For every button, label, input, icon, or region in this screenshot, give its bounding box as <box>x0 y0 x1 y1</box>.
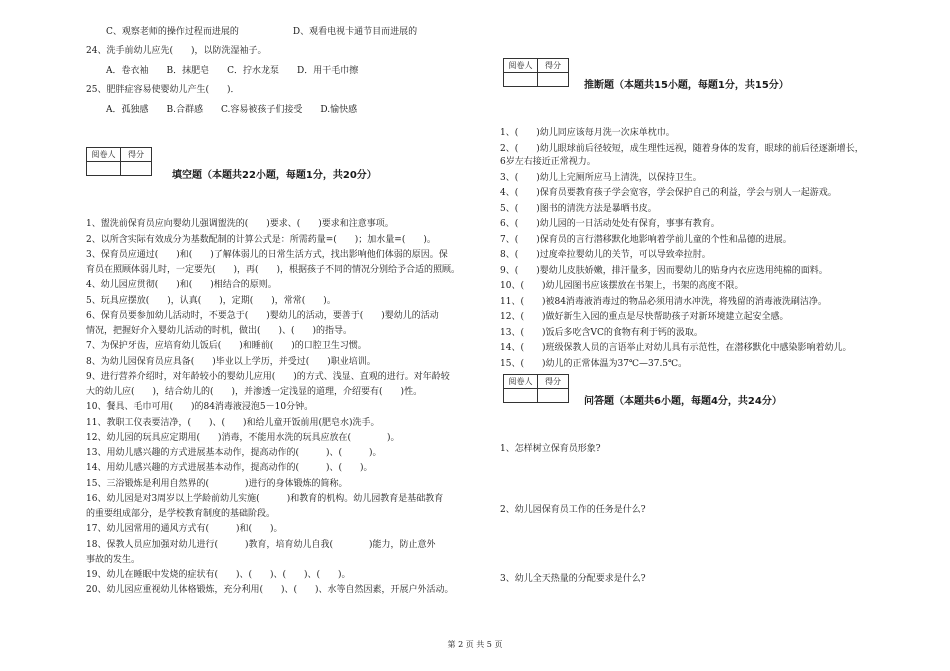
fill-line: 3、保育员应通过( )和( )了解体弱儿的日常生活方式，找出影响他们体弱的原因。保 <box>86 250 448 260</box>
fill-line: 9、进行营养介绍时，对年龄较小的婴幼儿应用( )的方式、浅显、直观的进行。对年龄较 <box>86 372 450 382</box>
score-label: 得分 <box>538 375 568 389</box>
mc-line: A．卷衣袖 B．抹肥皂 C．拧水龙泵 D．用干毛巾擦 <box>106 66 359 76</box>
fill-line: 1、盥洗前保育员应向婴幼儿强调盥洗的( )要求、( )要求和注意事项。 <box>86 219 394 229</box>
reviewer-cell[interactable] <box>504 73 538 86</box>
mc-line: A．孤独感 B.合群感 C.容易被孩子们接受 D.愉快感 <box>106 105 358 115</box>
fill-line: 17、幼儿园常用的通风方式有( )和( )。 <box>86 524 283 534</box>
score-cell[interactable] <box>121 162 151 175</box>
reviewer-label: 阅卷人 <box>87 148 121 162</box>
judge-line: 4、( )保育员要教育孩子学会宽容，学会保护自己的利益，学会与别人一起游戏。 <box>500 188 837 198</box>
fill-line: 事故的发生。 <box>86 555 141 565</box>
judge-score-box <box>503 58 569 87</box>
page-footer: 第 2 页 共 5 页 <box>447 640 503 649</box>
judge-line: 2、( )幼儿眼球前后径较短，成生理性远视，随着身体的发育，眼球的前后径逐渐增长， <box>500 144 864 154</box>
qa-question: 2、幼儿园保育员工作的任务是什么? <box>500 505 646 515</box>
mc-line: 25、肥胖症容易使婴幼儿产生( )． <box>86 85 240 95</box>
reviewer-cell[interactable] <box>504 389 538 402</box>
fill-line: 19、幼儿在睡眠中发烧的症状有( )、( )、( )、( )。 <box>86 570 351 580</box>
score-cell[interactable] <box>538 73 568 86</box>
fill-line: 7、为保护牙齿，应培育幼儿饭后( )和睡前( )的口腔卫生习惯。 <box>86 341 367 351</box>
judge-line: 6、( )幼儿园的一日活动处处有保育，事事有教育。 <box>500 219 720 229</box>
score-label: 得分 <box>121 148 151 162</box>
judge-line: 6岁左右接近正常视力。 <box>500 157 596 167</box>
judge-line: 8、( )过度牵拉婴幼儿的关节，可以导致牵拉肘。 <box>500 250 711 260</box>
fill-line: 13、用幼儿感兴趣的方式进展基本动作，提高动作的( )、( )。 <box>86 448 382 458</box>
reviewer-label: 阅卷人 <box>504 375 538 389</box>
qa-score-box <box>503 374 569 403</box>
score-cell[interactable] <box>538 389 568 402</box>
fill-line: 大的幼儿应( )，结合幼儿的( )，并渗透一定浅显的道理，介绍要有( )性。 <box>86 387 423 397</box>
judge-line: 15、( )幼儿的正常体温为37℃—37.5℃。 <box>500 359 688 369</box>
fill-section-title: 填空题（本题共22小题，每题1分，共20分） <box>172 170 377 181</box>
judge-line: 13、( )饭后多吃含VC的食物有利于钙的汲取。 <box>500 328 703 338</box>
fill-line: 2、以所含实际有效成分为基数配制的计算公式是：所需药量=( )；加水量=( )。 <box>86 235 436 245</box>
judge-line: 1、( )幼儿同应该每月洗一次床单枕巾。 <box>500 128 675 138</box>
fill-line: 11、教职工仪表要洁净，( )、( )和给儿童开饭前用(肥皂水)洗手。 <box>86 418 380 428</box>
fill-line: 18、保教人员应加强对幼儿进行( )教育，培育幼儿自我( )能力，防止意外 <box>86 540 436 550</box>
fill-line: 15、三浴锻炼是利用自然界的( )进行的身体锻炼的简称。 <box>86 479 348 489</box>
judge-line: 9、( )婴幼儿皮肤娇嫩，排汗量多，因而婴幼儿的贴身内衣应选用纯棉的面料。 <box>500 266 828 276</box>
fill-line: 的重要组成部分，是学校教育制度的基础阶段。 <box>86 509 276 519</box>
judge-line: 7、( )保育员的言行潜移默化地影响着学前儿童的个性和品德的进展。 <box>500 235 792 245</box>
qa-question: 3、幼儿全天热量的分配要求是什么? <box>500 574 646 584</box>
judge-line: 12、( )做好新生入园的重点是尽快帮助孩子对新环境建立起安全感。 <box>500 312 789 322</box>
judge-line: 10、( )幼儿园图书应该摆放在书架上，书架的高度不限。 <box>500 281 744 291</box>
reviewer-label: 阅卷人 <box>504 59 538 73</box>
mc-line: 24、洗手前幼儿应先( )，以防洗湿袖子。 <box>86 46 267 56</box>
fill-line: 8、为幼儿园保育员应具备( )毕业以上学历，并受过( )职业培训。 <box>86 357 376 367</box>
fill-line: 6、保育员要参加幼儿活动时，不要急于( )婴幼儿的活动，要善于( )婴幼儿的活动 <box>86 311 439 321</box>
fill-line: 12、幼儿园的玩具应定期用( )消毒，不能用水洗的玩具应放在( )。 <box>86 433 400 443</box>
judge-line: 5、( )图书的清洗方法是暴晒书皮。 <box>500 204 657 214</box>
mc-line: C、观察老师的操作过程而进展的 D、观看电视卡通节目而进展的 <box>106 27 418 37</box>
judge-line: 11、( )被84消毒液消毒过的物品必须用清水冲洗，将残留的消毒液洗刷洁净。 <box>500 297 827 307</box>
fill-line: 10、餐具、毛巾可用( )的84消毒液浸泡5－10分钟。 <box>86 402 314 412</box>
fill-line: 5、玩具应摆放( )，认真( )，定期( )，常常( )。 <box>86 296 336 306</box>
reviewer-cell[interactable] <box>87 162 121 175</box>
fill-line: 育员在照顾体弱儿时，一定要先( )，再( )，根据孩子不同的情况分别给予合适的照顾。 <box>86 265 461 275</box>
fill-line: 情况，把握好介入婴幼儿活动的时机，做出( )、( )的指导。 <box>86 326 353 336</box>
fill-line: 16、幼儿园是对3周岁以上学龄前幼儿实施( )和教育的机构。幼儿园教育是基础教育 <box>86 494 444 504</box>
qa-section-title: 问答题（本题共6小题，每题4分，共24分） <box>584 396 782 407</box>
judge-line: 14、( )班级保教人员的言语举止对幼儿具有示范性，在潜移默化中感染影响着幼儿。 <box>500 343 852 353</box>
judge-line: 3、( )幼儿上完厕所应马上清洗，以保持卫生。 <box>500 173 702 183</box>
fill-line: 4、幼儿园应贯彻( )和( )相结合的原则。 <box>86 280 277 290</box>
fill-line: 20、幼儿园应重视幼儿体格锻炼，充分利用( )、( )、水等自然因素，开展户外活动。 <box>86 585 454 595</box>
qa-question: 1、怎样树立保育员形象? <box>500 444 601 454</box>
judge-section-title: 推断题（本题共15小题，每题1分，共15分） <box>584 80 789 91</box>
fill-line: 14、用幼儿感兴趣的方式进展基本动作，提高动作的( )、( )。 <box>86 463 373 473</box>
score-label: 得分 <box>538 59 568 73</box>
fill-score-box <box>86 147 152 176</box>
